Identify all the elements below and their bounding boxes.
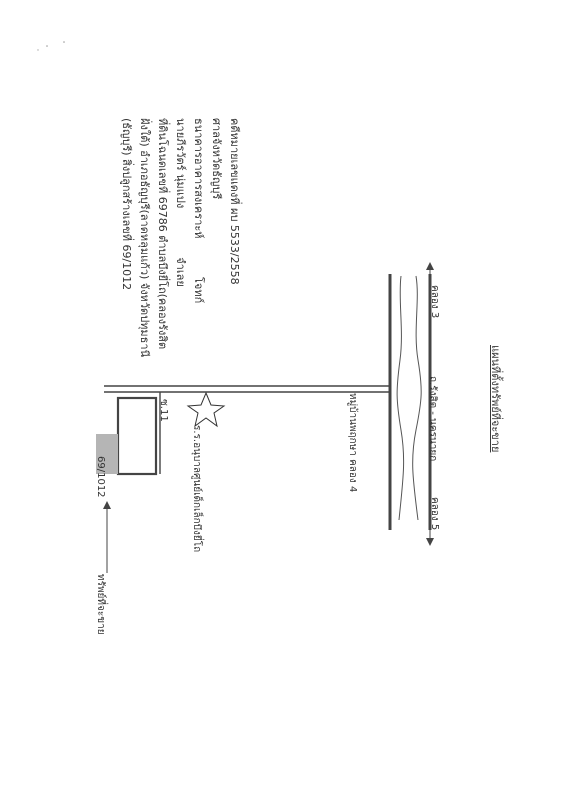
label-klong3: คลอง 3 bbox=[429, 285, 440, 319]
label-property: ทรัพย์ที่จะขาย bbox=[95, 574, 106, 635]
scan-speck bbox=[63, 41, 65, 43]
case-info-line: คดีหมายเลขแดงที่ ผบ 5533/2558 bbox=[228, 118, 241, 285]
arrow-klong3-head bbox=[426, 262, 434, 270]
case-info-line: นายภีรวัตร์ นุ่มแปง จำเลย bbox=[174, 118, 187, 287]
label-school: ร.ร.อนุบาลศูนย์เด็กเล็กบึงยี่โถ bbox=[191, 425, 202, 553]
school-star-icon bbox=[188, 393, 224, 426]
case-info-line: (ธัญบุรี) สิ่งปลูกสร้างเลขที่ 69/1012 bbox=[120, 118, 133, 291]
scan-speck bbox=[46, 45, 48, 47]
property-building bbox=[118, 398, 156, 474]
label-village-road: หมู่บ้านพฤกษา คลอง 4 bbox=[347, 393, 358, 493]
case-info-line: ศาลจังหวัดธัญบุรี bbox=[210, 118, 223, 200]
label-house-no: 69/1012 bbox=[95, 456, 106, 498]
property-arrow-head bbox=[103, 501, 111, 509]
case-info-line: ฝั่งใต้) อำเภอธัญบุรี(ลาดหลุมแก้ว) จังหวัดปทุมธานี bbox=[138, 118, 151, 358]
scan-speck bbox=[37, 49, 38, 50]
label-soi: ซ.11 bbox=[158, 399, 169, 422]
case-info-block bbox=[117, 118, 243, 357]
case-info-line: ที่ดินโฉนดเลขที่ 69786 ตำบลบึงยี่โถ(คลองรังสิต bbox=[156, 118, 169, 350]
label-main-road: ถ.รังสิต - นครนายก bbox=[427, 376, 438, 462]
arrow-klong5-head bbox=[426, 538, 434, 546]
label-klong5: คลอง 5 bbox=[429, 497, 440, 531]
case-info-line: ธนาคารอาคารสงเคราะห์ โจทก์ bbox=[192, 118, 205, 304]
map-title: แผนที่ตั้งทรัพย์ที่จะขาย bbox=[489, 345, 502, 453]
canal-line-1 bbox=[397, 276, 404, 520]
canal-line-2 bbox=[413, 276, 422, 520]
